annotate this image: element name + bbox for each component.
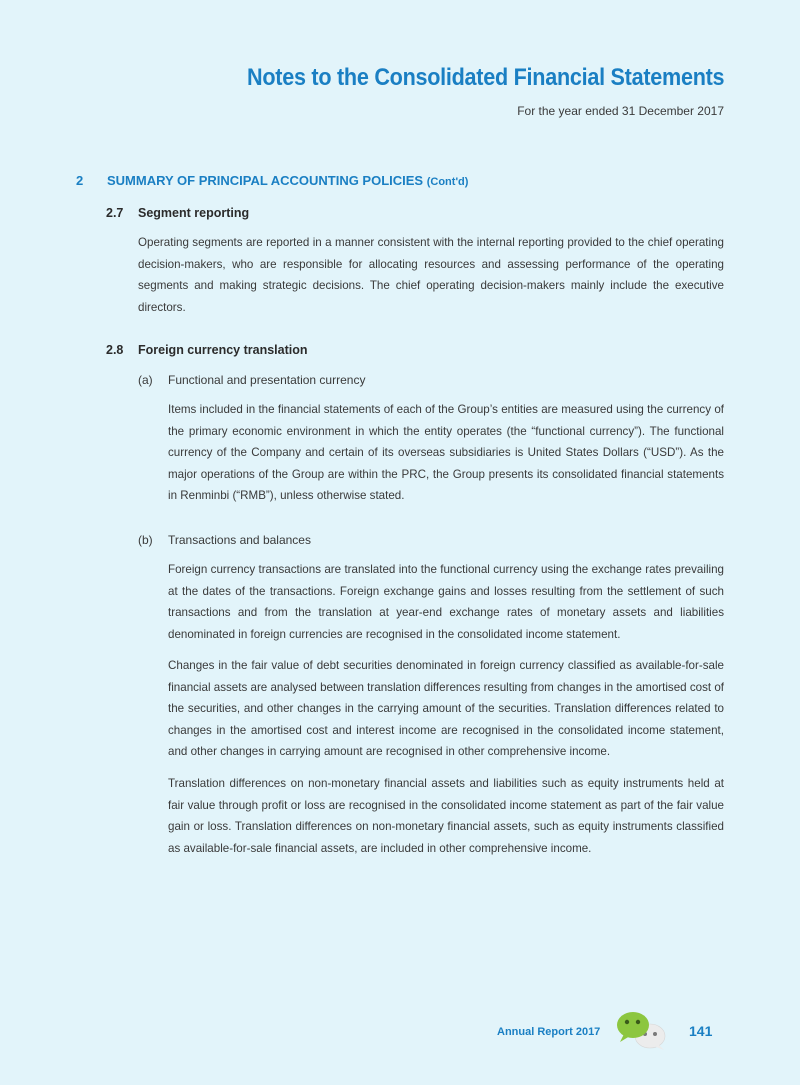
chat-bubbles-icon — [614, 1008, 668, 1052]
annual-report-label: Annual Report 2017 — [497, 1026, 601, 1038]
subsection-heading-segment-reporting — [106, 206, 249, 220]
page-number: 141 — [689, 1023, 713, 1039]
transactions-paragraph-3: Translation differences on non-monetary financial assets and liabilities such as equity instruments held at fair value through profit or loss are recognised in the consolidated income statement as part of the fair value gain or loss. Translation differences on non-monetary financial assets, such as equity instruments classified as available-for-sale financial assets, are included in other comprehensive income. — [168, 777, 724, 855]
section-continued-label: (Cont'd) — [426, 176, 469, 188]
page-title: Notes to the Consolidated Financial Statements — [246, 64, 724, 91]
item-heading-a — [138, 373, 365, 387]
subsection-number: 2.7 — [106, 206, 124, 220]
page-subtitle: For the year ended 31 December 2017 — [517, 104, 724, 118]
section-title: SUMMARY OF PRINCIPAL ACCOUNTING POLICIES — [107, 173, 424, 188]
item-label: (a) — [138, 373, 153, 387]
subsection-heading-foreign-currency — [106, 343, 307, 357]
subsection-title: Segment reporting — [138, 206, 250, 220]
subsection-title: Foreign currency translation — [138, 343, 308, 357]
transactions-paragraph-2: Changes in the fair value of debt securities denominated in foreign currency classified as available-for-sale financial assets are analysed between translation differences resulting from changes in the amortised cost of the securities, and other changes in the carrying amount of the securities. Translation differences related to changes in the amortised cost and interest income are recognised in the consolidated income statement, and other changes in carrying amount are recognised in other comprehensive income. — [168, 659, 724, 759]
item-title: Functional and presentation currency — [168, 373, 366, 387]
section-heading — [76, 173, 468, 188]
item-label: (b) — [138, 533, 153, 547]
subsection-number: 2.8 — [106, 343, 124, 357]
item-heading-b — [138, 533, 311, 547]
section-number: 2 — [76, 173, 84, 188]
item-title: Transactions and balances — [168, 533, 311, 547]
transactions-paragraph-1: Foreign currency transactions are translated into the functional currency using the exchange rates prevailing at the dates of the transactions. Foreign exchange gains and losses resulting from the settlement of such transactions and from the translation at year-end exchange rates of monetary assets and liabilities denominated in foreign currencies are recognised in the consolidated income statement. — [168, 563, 724, 641]
segment-reporting-paragraph: Operating segments are reported in a manner consistent with the internal reporting provided to the chief operating decision-makers, who are responsible for allocating resources and assessing performance of the operating segments and making strategic decisions. The chief operating decision-makers mainly include the executive directors. — [138, 236, 724, 314]
functional-currency-paragraph: Items included in the financial statements of each of the Group’s entities are measured using the currency of the primary economic environment in which the entity operates (the “functional currency”). The functional currency of the Company and certain of its overseas subsidiaries is United States Dollars (“USD”). As the major operations of the Group are within the PRC, the Group presents its consolidated financial statements in Renminbi (“RMB”), unless otherwise stated. — [168, 403, 724, 503]
